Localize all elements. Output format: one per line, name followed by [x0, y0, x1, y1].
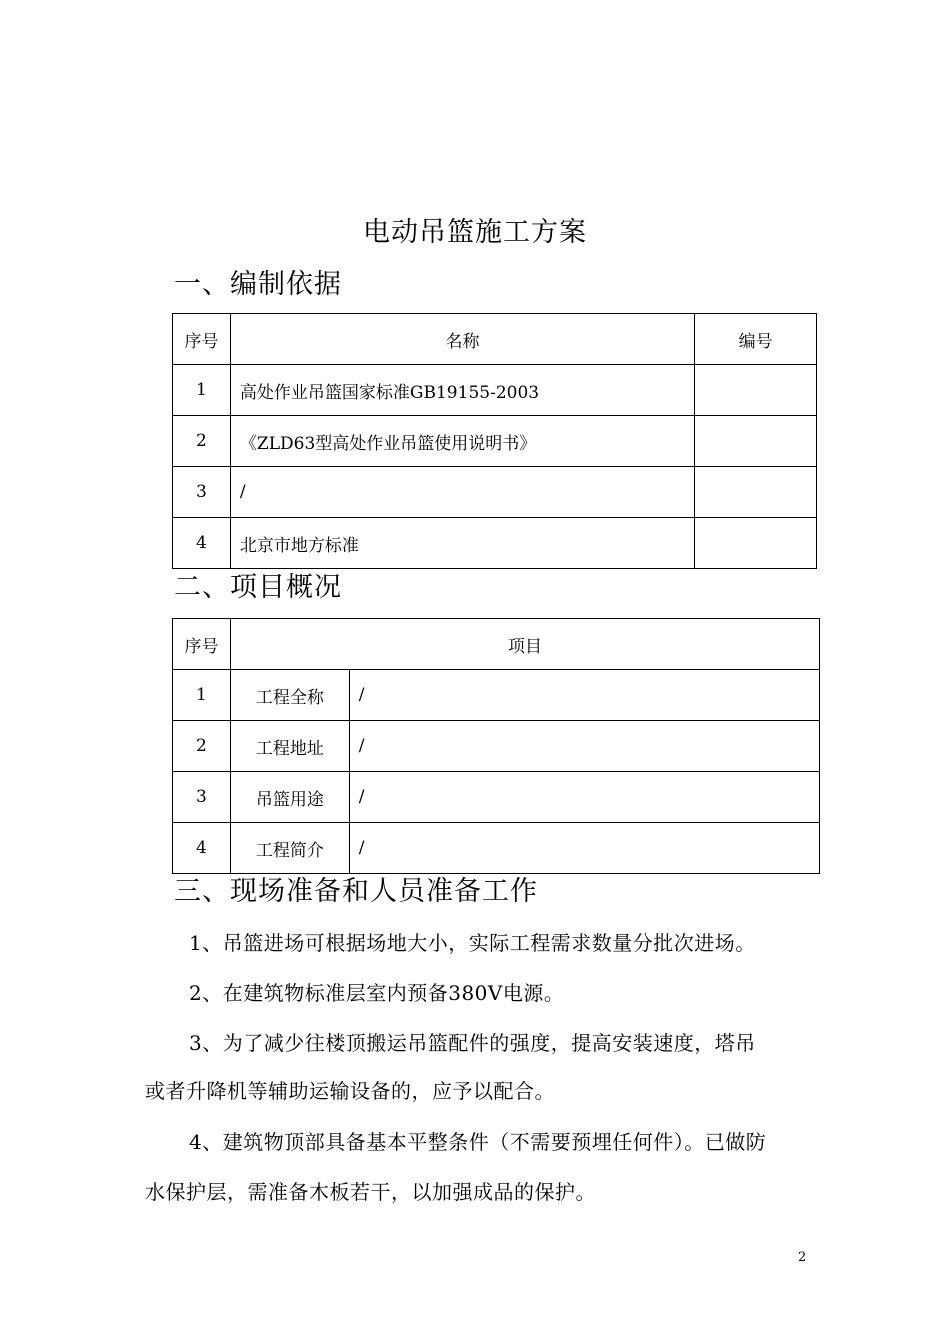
prep-item-4: 4、建筑物顶部具备基本平整条件（不需要预埋任何件）。已做防 — [189, 1130, 767, 1154]
overview-table — [172, 618, 820, 874]
document-title: 电动吊篮施工方案 — [363, 217, 587, 248]
row-name: 高处作业吊篮国家标准GB19155-2003 — [230, 365, 694, 416]
row-value: / — [349, 670, 819, 721]
row-no: 4 — [173, 518, 231, 569]
section-heading-preparation: 三、现场准备和人员准备工作 — [174, 876, 538, 907]
header-no: 序号 — [173, 619, 231, 670]
table-row — [173, 823, 820, 874]
row-label: 工程全称 — [230, 670, 349, 721]
row-code — [695, 365, 817, 416]
row-no: 1 — [173, 670, 231, 721]
row-name: 《ZLD63型高处作业吊篮使用说明书》 — [230, 416, 694, 467]
prep-item-4-continued: 水保护层，需准备木板若干，以加强成品的保护。 — [145, 1180, 596, 1204]
table-row — [173, 416, 817, 467]
row-value: / — [349, 823, 819, 874]
header-code: 编号 — [695, 314, 817, 365]
section-heading-basis: 一、编制依据 — [174, 269, 342, 300]
table-row — [173, 365, 817, 416]
table-row — [173, 670, 820, 721]
row-value: / — [349, 721, 819, 772]
row-no: 3 — [173, 772, 231, 823]
row-label: 工程简介 — [230, 823, 349, 874]
row-name: / — [230, 467, 694, 518]
row-label: 工程地址 — [230, 721, 349, 772]
table-row — [173, 721, 820, 772]
basis-table — [172, 313, 817, 569]
page-number: 2 — [798, 1250, 807, 1265]
row-code — [695, 416, 817, 467]
row-no: 2 — [173, 721, 231, 772]
table-row — [173, 467, 817, 518]
prep-item-3: 3、为了减少往楼顶搬运吊篮配件的强度，提高安装速度，塔吊 — [189, 1031, 756, 1055]
table-row — [173, 518, 817, 569]
row-no: 2 — [173, 416, 231, 467]
table-header-row — [173, 619, 820, 670]
prep-item-2: 2、在建筑物标准层室内预备380V电源。 — [189, 981, 565, 1005]
prep-item-3-continued: 或者升降机等辅助运输设备的，应予以配合。 — [145, 1079, 555, 1103]
row-value: / — [349, 772, 819, 823]
row-no: 4 — [173, 823, 231, 874]
row-label: 吊篮用途 — [230, 772, 349, 823]
section-heading-overview: 二、项目概况 — [174, 572, 342, 603]
prep-item-1: 1、吊篮进场可根据场地大小，实际工程需求数量分批次进场。 — [189, 931, 756, 955]
header-name: 名称 — [230, 314, 694, 365]
row-code — [695, 467, 817, 518]
row-code — [695, 518, 817, 569]
header-item: 项目 — [230, 619, 819, 670]
row-name: 北京市地方标准 — [230, 518, 694, 569]
table-header-row — [173, 314, 817, 365]
header-no: 序号 — [173, 314, 231, 365]
row-no: 1 — [173, 365, 231, 416]
row-no: 3 — [173, 467, 231, 518]
table-row — [173, 772, 820, 823]
